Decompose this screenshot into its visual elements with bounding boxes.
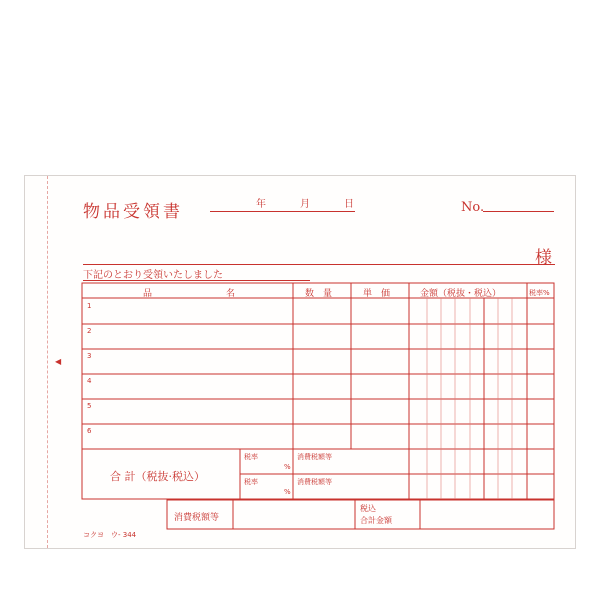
footer-product-code: コクヨ ウ- 344	[83, 531, 137, 539]
number-label: No.	[461, 200, 485, 215]
total-incl-label-2: 合計金額	[360, 516, 392, 525]
row-number: 5	[87, 402, 92, 410]
col-tax-rate-label: 税率%	[529, 289, 550, 297]
tax-rate-label-1: 税率	[244, 453, 258, 461]
col-amount-label: 金額（税抜・税込）	[420, 289, 502, 299]
total-incl-label-1: 税込	[360, 504, 376, 513]
percent-sign-1: %	[284, 463, 291, 471]
row-number: 2	[87, 327, 92, 335]
tax-amount-label: 消費税額等	[174, 513, 220, 523]
date-day: 日	[344, 199, 354, 210]
col-unit-price-label: 単 価	[363, 289, 391, 299]
date-year: 年	[256, 199, 266, 210]
row-number: 3	[87, 352, 92, 360]
consumption-tax-label-2: 消費税額等	[297, 478, 332, 486]
honorific: 様	[535, 248, 552, 268]
col-item-label-1: 品	[143, 289, 153, 299]
notice-text: 下記のとおり受領いたしました	[83, 270, 223, 281]
percent-sign-2: %	[284, 488, 291, 496]
tax-rate-label-2: 税率	[244, 478, 258, 486]
stub-arrow-icon: ◀	[55, 357, 62, 366]
col-item-label-2: 名	[226, 289, 236, 299]
consumption-tax-label-1: 消費税額等	[297, 453, 332, 461]
date-month: 月	[300, 199, 310, 210]
total-label: 合 計（税抜·税込）	[110, 470, 205, 483]
row-number: 1	[87, 302, 92, 310]
col-quantity-label: 数 量	[305, 289, 333, 299]
row-number: 4	[87, 377, 92, 385]
form-title: 物品受領書	[83, 202, 183, 222]
row-number: 6	[87, 427, 92, 435]
